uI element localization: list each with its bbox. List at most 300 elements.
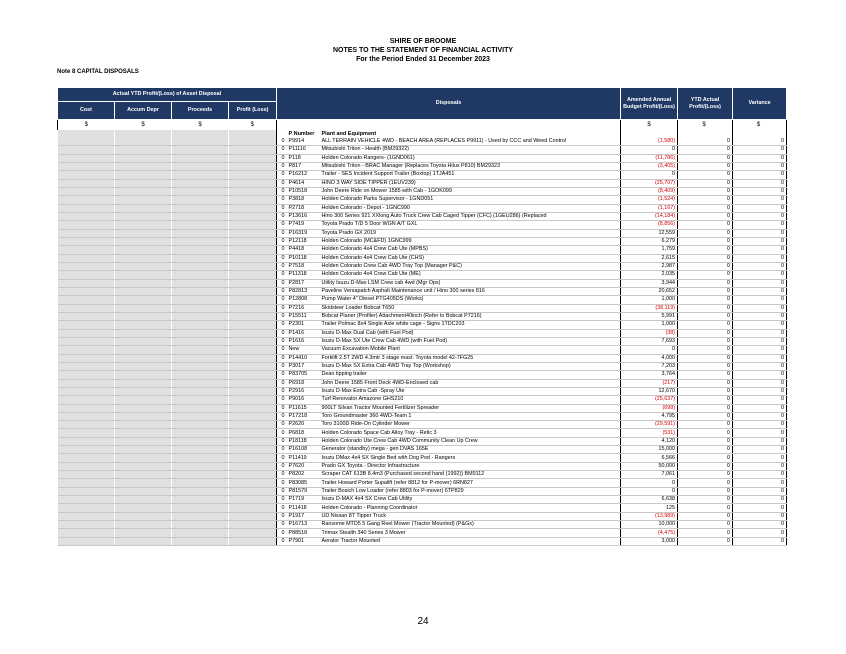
profit-loss-cell bbox=[229, 462, 277, 470]
proceeds-cell bbox=[172, 346, 229, 354]
table-row bbox=[58, 462, 787, 470]
variance-value: 0 bbox=[733, 337, 787, 345]
plant-number: P9016 bbox=[287, 396, 320, 404]
plant-number: P3818 bbox=[287, 196, 320, 204]
proceeds-cell bbox=[172, 537, 229, 545]
table-row bbox=[58, 162, 787, 170]
variance-value: 0 bbox=[733, 446, 787, 454]
accum-depr-cell bbox=[115, 362, 172, 370]
budget-value: (3,405) bbox=[621, 162, 678, 170]
accum-depr-cell bbox=[115, 246, 172, 254]
asset-description: Mitsubishi Triton - BRAC Manager (Replaces Toyota Hilux P810) BM29323 bbox=[320, 162, 621, 170]
variance-value: 0 bbox=[733, 496, 787, 504]
asset-description: Holden Colorado Crew Cab 4WD Tray Top (Manager P&C) bbox=[320, 262, 621, 270]
proceeds-cell bbox=[172, 271, 229, 279]
profit-loss-cell bbox=[229, 162, 277, 170]
plant-number: P11418 bbox=[287, 504, 320, 512]
cost-cell bbox=[58, 421, 115, 429]
header-accum-depr: Accum Depr bbox=[115, 102, 172, 120]
profit-loss-cell bbox=[229, 412, 277, 420]
row-zero-value: 0 bbox=[277, 421, 287, 429]
budget-value: (1,524) bbox=[621, 196, 678, 204]
ytd-actual-value: 0 bbox=[678, 537, 733, 545]
accum-depr-cell bbox=[115, 537, 172, 545]
cost-cell bbox=[58, 396, 115, 404]
accum-depr-cell bbox=[115, 279, 172, 287]
asset-description: John Deere 1585 Front Deck 4WD-Enclosed cab bbox=[320, 379, 621, 387]
ytd-actual-value: 0 bbox=[678, 379, 733, 387]
row-zero-value: 0 bbox=[277, 287, 287, 295]
table-row bbox=[58, 262, 787, 270]
plant-number: P81579 bbox=[287, 487, 320, 495]
header-disposals: Disposals bbox=[277, 88, 621, 120]
cost-cell bbox=[58, 412, 115, 420]
table-row bbox=[58, 354, 787, 362]
plant-number: P8202 bbox=[287, 471, 320, 479]
asset-description: Isuzu D-Max Extra Cab -Spray Ute bbox=[320, 387, 621, 395]
cost-cell bbox=[58, 479, 115, 487]
ytd-actual-value: 0 bbox=[678, 262, 733, 270]
accum-depr-cell bbox=[115, 437, 172, 445]
plant-number: P83705 bbox=[287, 371, 320, 379]
row-zero-value: 0 bbox=[277, 279, 287, 287]
table-row bbox=[58, 304, 787, 312]
asset-description: Aerator Tractor Mounted bbox=[320, 537, 621, 545]
accum-depr-cell bbox=[115, 254, 172, 262]
row-zero-value: 0 bbox=[277, 379, 287, 387]
proceeds-cell bbox=[172, 396, 229, 404]
budget-value: (14,184) bbox=[621, 212, 678, 220]
proceeds-cell bbox=[172, 296, 229, 304]
asset-description: Trimax Stealth 340 Series 3 Mower bbox=[320, 529, 621, 537]
row-zero-value: 0 bbox=[277, 429, 287, 437]
row-zero-value: 0 bbox=[277, 462, 287, 470]
plant-number: P10518 bbox=[287, 187, 320, 195]
budget-value: (38,119) bbox=[621, 304, 678, 312]
asset-description: Isuzu D-Max SX Extra Cab 4WD Tray Top (Workshop) bbox=[320, 362, 621, 370]
currency-row bbox=[58, 120, 787, 131]
row-zero-value: 0 bbox=[277, 437, 287, 445]
variance-value: 0 bbox=[733, 429, 787, 437]
accum-depr-cell bbox=[115, 371, 172, 379]
proceeds-cell bbox=[172, 262, 229, 270]
cost-cell bbox=[58, 537, 115, 545]
cost-cell bbox=[58, 379, 115, 387]
row-zero-value: 0 bbox=[277, 487, 287, 495]
cost-cell bbox=[58, 512, 115, 520]
table-row bbox=[58, 487, 787, 495]
row-zero-value: 0 bbox=[277, 387, 287, 395]
row-zero-value: 0 bbox=[277, 246, 287, 254]
accum-depr-cell bbox=[115, 262, 172, 270]
row-zero-value: 0 bbox=[277, 537, 287, 545]
variance-value: 0 bbox=[733, 412, 787, 420]
variance-value: 0 bbox=[733, 521, 787, 529]
profit-loss-cell bbox=[229, 246, 277, 254]
asset-description: Generator (standby) mega - gen DVAS 165E bbox=[320, 446, 621, 454]
table-row bbox=[58, 154, 787, 162]
accum-depr-cell bbox=[115, 521, 172, 529]
budget-value: 2,987 bbox=[621, 262, 678, 270]
variance-value: 0 bbox=[733, 346, 787, 354]
plant-number: P1917 bbox=[287, 512, 320, 520]
variance-value: 0 bbox=[733, 404, 787, 412]
ytd-actual-value: 0 bbox=[678, 529, 733, 537]
ytd-actual-value: 0 bbox=[678, 279, 733, 287]
asset-description: ALL TERRAIN VEHICLE 4WD - BEACH AREA (REPLACES P9911) - Used by CCC and Weed Control bbox=[320, 138, 621, 146]
currency-symbol: $ bbox=[198, 122, 202, 128]
plant-number: P2620 bbox=[287, 421, 320, 429]
budget-value: 7,693 bbox=[621, 337, 678, 345]
ytd-actual-value: 0 bbox=[678, 421, 733, 429]
header-proceeds: Proceeds bbox=[172, 102, 229, 120]
plant-number: P2718 bbox=[287, 204, 320, 212]
budget-value: (25,637) bbox=[621, 396, 678, 404]
budget-value: (217) bbox=[621, 379, 678, 387]
profit-loss-cell bbox=[229, 312, 277, 320]
variance-value: 0 bbox=[733, 479, 787, 487]
accum-depr-cell bbox=[115, 312, 172, 320]
variance-value: 0 bbox=[733, 246, 787, 254]
profit-loss-cell bbox=[229, 346, 277, 354]
table-row bbox=[58, 296, 787, 304]
cost-cell bbox=[58, 346, 115, 354]
cost-cell bbox=[58, 471, 115, 479]
accum-depr-cell bbox=[115, 504, 172, 512]
budget-value: 7,203 bbox=[621, 362, 678, 370]
table-row bbox=[58, 221, 787, 229]
cost-cell bbox=[58, 146, 115, 154]
accum-depr-cell bbox=[115, 404, 172, 412]
budget-value: 0 bbox=[621, 146, 678, 154]
proceeds-cell bbox=[172, 496, 229, 504]
table-row bbox=[58, 379, 787, 387]
ytd-actual-value: 0 bbox=[678, 454, 733, 462]
accum-depr-cell bbox=[115, 329, 172, 337]
profit-loss-cell bbox=[229, 187, 277, 195]
budget-value: (531) bbox=[621, 429, 678, 437]
plant-number: P6918 bbox=[287, 379, 320, 387]
variance-value: 0 bbox=[733, 187, 787, 195]
accum-depr-cell bbox=[115, 487, 172, 495]
profit-loss-cell bbox=[229, 396, 277, 404]
accum-depr-cell bbox=[115, 337, 172, 345]
currency-symbol: $ bbox=[621, 120, 678, 131]
proceeds-cell bbox=[172, 362, 229, 370]
asset-description: Pump Water 4" Diesel PTG405DS (Works) bbox=[320, 296, 621, 304]
asset-description: UD Nissan 8T Tipper Truck bbox=[320, 512, 621, 520]
cost-cell bbox=[58, 296, 115, 304]
accum-depr-cell bbox=[115, 187, 172, 195]
budget-value: 2,615 bbox=[621, 254, 678, 262]
budget-value: (1,167) bbox=[621, 204, 678, 212]
table-row bbox=[58, 362, 787, 370]
asset-description: Mitsubishi Triton - Health (BM29322) bbox=[320, 146, 621, 154]
table-row bbox=[58, 321, 787, 329]
currency-symbol: $ bbox=[229, 120, 277, 131]
profit-loss-cell bbox=[229, 429, 277, 437]
proceeds-cell bbox=[172, 196, 229, 204]
asset-description: Toro Groundmaster 360 4WD-Team 1 bbox=[320, 412, 621, 420]
row-zero-value: 0 bbox=[277, 229, 287, 237]
accum-depr-cell bbox=[115, 346, 172, 354]
currency-symbol: $ bbox=[733, 120, 787, 131]
row-zero-value: 0 bbox=[277, 154, 287, 162]
proceeds-cell bbox=[172, 237, 229, 245]
cost-cell bbox=[58, 504, 115, 512]
variance-value: 0 bbox=[733, 462, 787, 470]
plant-number: P17218 bbox=[287, 412, 320, 420]
ytd-actual-value: 0 bbox=[678, 429, 733, 437]
variance-value: 0 bbox=[733, 287, 787, 295]
row-zero-value: 0 bbox=[277, 212, 287, 220]
budget-value: 10,000 bbox=[621, 521, 678, 529]
ytd-actual-value: 0 bbox=[678, 329, 733, 337]
table-row bbox=[58, 387, 787, 395]
budget-value: 0 bbox=[621, 171, 678, 179]
ytd-actual-value: 0 bbox=[678, 179, 733, 187]
variance-value: 0 bbox=[733, 171, 787, 179]
row-zero-value: 0 bbox=[277, 454, 287, 462]
profit-loss-cell bbox=[229, 237, 277, 245]
cost-cell bbox=[58, 496, 115, 504]
asset-description: Holden Colorado - Planning Coordinator bbox=[320, 504, 621, 512]
ytd-actual-value: 0 bbox=[678, 312, 733, 320]
budget-value: 1,759 bbox=[621, 246, 678, 254]
variance-value: 0 bbox=[733, 454, 787, 462]
plant-number: P2301 bbox=[287, 321, 320, 329]
asset-description: Trailer Howard Porter Supalift (refer 8812 for P-mover) 6RN827 bbox=[320, 479, 621, 487]
plant-number: P10118 bbox=[287, 254, 320, 262]
profit-loss-cell bbox=[229, 437, 277, 445]
cost-cell bbox=[58, 204, 115, 212]
ytd-actual-value: 0 bbox=[678, 446, 733, 454]
ytd-actual-value: 0 bbox=[678, 162, 733, 170]
pnumber-heading: P Number bbox=[288, 131, 315, 137]
cost-cell bbox=[58, 237, 115, 245]
accum-depr-cell bbox=[115, 354, 172, 362]
row-zero-value: 0 bbox=[277, 362, 287, 370]
cost-cell bbox=[58, 337, 115, 345]
table-row bbox=[58, 471, 787, 479]
profit-loss-cell bbox=[229, 287, 277, 295]
ytd-actual-value: 0 bbox=[678, 229, 733, 237]
budget-value: (38) bbox=[621, 329, 678, 337]
asset-description: Prado GX Toyota - Director Infrastructure bbox=[320, 462, 621, 470]
row-zero-value: 0 bbox=[277, 146, 287, 154]
variance-value: 0 bbox=[733, 271, 787, 279]
proceeds-cell bbox=[172, 246, 229, 254]
plant-number: P7419 bbox=[287, 221, 320, 229]
profit-loss-cell bbox=[229, 337, 277, 345]
cost-cell bbox=[58, 321, 115, 329]
proceeds-cell bbox=[172, 354, 229, 362]
row-zero-value: 0 bbox=[277, 162, 287, 170]
table-row bbox=[58, 279, 787, 287]
variance-value: 0 bbox=[733, 504, 787, 512]
proceeds-cell bbox=[172, 287, 229, 295]
plant-number: P11116 bbox=[287, 146, 320, 154]
budget-value: 50,000 bbox=[621, 462, 678, 470]
row-zero-value: 0 bbox=[277, 337, 287, 345]
accum-depr-cell bbox=[115, 512, 172, 520]
budget-value: 3,944 bbox=[621, 279, 678, 287]
plant-number: P1416 bbox=[287, 329, 320, 337]
cost-cell bbox=[58, 162, 115, 170]
row-zero-value: 0 bbox=[277, 504, 287, 512]
table-row bbox=[58, 521, 787, 529]
accum-depr-cell bbox=[115, 387, 172, 395]
variance-value: 0 bbox=[733, 138, 787, 146]
asset-description: Paveline Versapatch Asphalt Maintenance unit / Hino 300 series 816 bbox=[320, 287, 621, 295]
budget-value: (8,856) bbox=[621, 221, 678, 229]
accum-depr-cell bbox=[115, 446, 172, 454]
asset-description: Utility Isuzu D-Max LSM Crew cab 4wd (Mgr Ops) bbox=[320, 279, 621, 287]
plant-number: P88518 bbox=[287, 529, 320, 537]
row-zero-value: 0 bbox=[277, 321, 287, 329]
table-row bbox=[58, 212, 787, 220]
row-zero-value: 0 bbox=[277, 254, 287, 262]
profit-loss-cell bbox=[229, 487, 277, 495]
plant-number: P18118 bbox=[287, 437, 320, 445]
proceeds-cell bbox=[172, 371, 229, 379]
variance-value: 0 bbox=[733, 179, 787, 187]
row-zero-value: 0 bbox=[277, 329, 287, 337]
plant-number: P16713 bbox=[287, 521, 320, 529]
asset-description: Holden Colorado 4x4 Crew Cab Ute (ME) bbox=[320, 271, 621, 279]
proceeds-cell bbox=[172, 521, 229, 529]
table-row bbox=[58, 146, 787, 154]
cost-cell bbox=[58, 271, 115, 279]
table-row bbox=[58, 529, 787, 537]
ytd-actual-value: 0 bbox=[678, 221, 733, 229]
cost-cell bbox=[58, 521, 115, 529]
profit-loss-cell bbox=[229, 404, 277, 412]
accum-depr-cell bbox=[115, 146, 172, 154]
table-row bbox=[58, 138, 787, 146]
plant-number: P6818 bbox=[287, 429, 320, 437]
profit-loss-cell bbox=[229, 537, 277, 545]
plant-number: P4614 bbox=[287, 179, 320, 187]
accum-depr-cell bbox=[115, 221, 172, 229]
accum-depr-cell bbox=[115, 396, 172, 404]
row-zero-value: 0 bbox=[277, 187, 287, 195]
variance-value: 0 bbox=[733, 371, 787, 379]
variance-value: 0 bbox=[733, 146, 787, 154]
budget-value: 5,991 bbox=[621, 312, 678, 320]
variance-value: 0 bbox=[733, 162, 787, 170]
currency-symbol: $ bbox=[58, 120, 115, 131]
budget-value: 6,566 bbox=[621, 454, 678, 462]
profit-loss-cell bbox=[229, 454, 277, 462]
budget-value: (13,989) bbox=[621, 512, 678, 520]
proceeds-cell bbox=[172, 187, 229, 195]
row-zero-value: 0 bbox=[277, 521, 287, 529]
asset-description: Toyota Prado T/D 5 Door WGN A/T GXL bbox=[320, 221, 621, 229]
proceeds-cell bbox=[172, 221, 229, 229]
variance-value: 0 bbox=[733, 437, 787, 445]
accum-depr-cell bbox=[115, 479, 172, 487]
cost-cell bbox=[58, 171, 115, 179]
budget-value: (1,580) bbox=[621, 138, 678, 146]
cost-cell bbox=[58, 246, 115, 254]
accum-depr-cell bbox=[115, 196, 172, 204]
budget-value: 7,061 bbox=[621, 471, 678, 479]
accum-depr-cell bbox=[115, 154, 172, 162]
subheader-row bbox=[58, 130, 787, 138]
accum-depr-cell bbox=[115, 379, 172, 387]
capital-disposals-table bbox=[57, 87, 787, 546]
ytd-actual-value: 0 bbox=[678, 271, 733, 279]
proceeds-cell bbox=[172, 162, 229, 170]
row-zero-value: 0 bbox=[277, 179, 287, 187]
profit-loss-cell bbox=[229, 362, 277, 370]
plant-equipment-heading: Plant and Equipment bbox=[321, 131, 377, 137]
proceeds-cell bbox=[172, 387, 229, 395]
profit-loss-cell bbox=[229, 421, 277, 429]
table-row bbox=[58, 496, 787, 504]
proceeds-cell bbox=[172, 471, 229, 479]
proceeds-cell bbox=[172, 154, 229, 162]
header-variance: Variance bbox=[733, 88, 787, 120]
accum-depr-cell bbox=[115, 496, 172, 504]
plant-number: P82813 bbox=[287, 287, 320, 295]
budget-value: 0 bbox=[621, 479, 678, 487]
asset-description: Holden Colorado - Depot - 1GNC990 bbox=[320, 204, 621, 212]
budget-value: 2,035 bbox=[621, 271, 678, 279]
asset-description: Holden Colorado 4x4 Crew Cab Ute (CHS) bbox=[320, 254, 621, 262]
row-zero-value: 0 bbox=[277, 496, 287, 504]
profit-loss-cell bbox=[229, 387, 277, 395]
report-subtitle: NOTES TO THE STATEMENT OF FINANCIAL ACTIVITY bbox=[332, 47, 514, 54]
asset-description: Toro 3100D Ride-On Cylinder Mower bbox=[320, 421, 621, 429]
cost-cell bbox=[58, 262, 115, 270]
budget-value: (29,591) bbox=[621, 421, 678, 429]
row-zero-value: 0 bbox=[277, 479, 287, 487]
plant-number: P11419 bbox=[287, 454, 320, 462]
accum-depr-cell bbox=[115, 412, 172, 420]
proceeds-cell bbox=[172, 412, 229, 420]
profit-loss-cell bbox=[229, 271, 277, 279]
header-ytd-actual: YTD Actual Profit/(Loss) bbox=[678, 88, 733, 120]
ytd-actual-value: 0 bbox=[678, 171, 733, 179]
proceeds-cell bbox=[172, 279, 229, 287]
variance-value: 0 bbox=[733, 312, 787, 320]
variance-value: 0 bbox=[733, 196, 787, 204]
proceeds-cell bbox=[172, 404, 229, 412]
table-row bbox=[58, 229, 787, 237]
table-row bbox=[58, 446, 787, 454]
row-zero-value: 0 bbox=[277, 221, 287, 229]
table-row bbox=[58, 504, 787, 512]
budget-value: (11,786) bbox=[621, 154, 678, 162]
row-zero-value: 0 bbox=[277, 304, 287, 312]
cost-cell bbox=[58, 304, 115, 312]
budget-value: (4,475) bbox=[621, 529, 678, 537]
profit-loss-cell bbox=[229, 371, 277, 379]
accum-depr-cell bbox=[115, 212, 172, 220]
proceeds-cell bbox=[172, 379, 229, 387]
ytd-actual-value: 0 bbox=[678, 304, 733, 312]
table-row bbox=[58, 371, 787, 379]
plant-number: P2916 bbox=[287, 387, 320, 395]
asset-description: Dean tipping trailer bbox=[320, 371, 621, 379]
row-zero-value: 0 bbox=[277, 354, 287, 362]
proceeds-cell bbox=[172, 329, 229, 337]
ytd-actual-value: 0 bbox=[678, 387, 733, 395]
asset-description: Isuzu D-Max Dual Cab (with Fuel Pod) bbox=[320, 329, 621, 337]
ytd-actual-value: 0 bbox=[678, 346, 733, 354]
